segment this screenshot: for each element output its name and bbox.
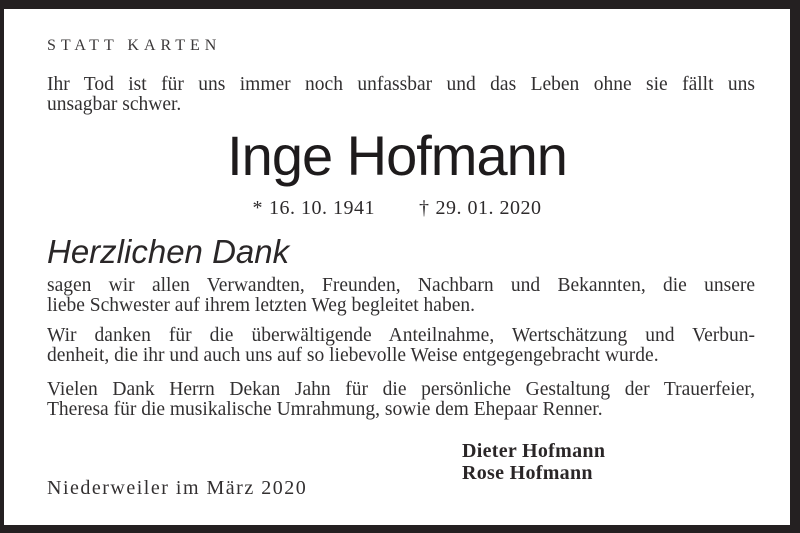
birth-date-value: 16. 10. 1941 bbox=[269, 197, 375, 219]
text-line: denheit, die ihr und auch uns auf so liebevolle Weise entgegengebracht wurde. bbox=[47, 345, 659, 366]
special-thanks-paragraph bbox=[47, 380, 755, 420]
signatures bbox=[462, 440, 605, 484]
deceased-name: Inge Hofmann bbox=[227, 124, 567, 187]
death-cross-symbol: † bbox=[419, 197, 430, 219]
signature-name: Rose Hofmann bbox=[462, 462, 593, 484]
birth-date bbox=[253, 198, 376, 218]
kicker-statt-karten: STATT KARTEN bbox=[47, 37, 222, 54]
gratitude-paragraph bbox=[47, 326, 755, 366]
text-line: Vielen Dank Herrn Dekan Jahn für die persönliche Gestaltung der Trauerfeier, bbox=[47, 379, 755, 400]
text-line: liebe Schwester auf ihrem letzten Weg begleitet haben. bbox=[47, 295, 475, 316]
place-and-date: Niederweiler im März 2020 bbox=[47, 477, 308, 499]
text-line: unsagbar schwer. bbox=[47, 94, 182, 115]
death-date-value: 29. 01. 2020 bbox=[435, 197, 542, 219]
birth-star-symbol: * bbox=[252, 197, 263, 219]
life-dates bbox=[4, 198, 790, 218]
text-line: sagen wir allen Verwandten, Freunden, Nachbarn und Bekannten, die unsere bbox=[47, 275, 755, 296]
death-date bbox=[419, 198, 542, 218]
text-line: Theresa für die musikalische Umrahmung, sowie dem Ehepaar Renner. bbox=[47, 399, 603, 420]
signature-name: Dieter Hofmann bbox=[462, 440, 606, 462]
text-line: Wir danken für die überwältigende Anteilnahme, Wertschätzung und Verbun- bbox=[47, 325, 755, 346]
thanks-paragraph bbox=[47, 276, 755, 316]
thanks-headline: Herzlichen Dank bbox=[47, 233, 290, 270]
intro-paragraph bbox=[47, 75, 755, 115]
text-line: Ihr Tod ist für uns immer noch unfassbar und das Leben ohne sie fällt uns bbox=[47, 74, 755, 95]
